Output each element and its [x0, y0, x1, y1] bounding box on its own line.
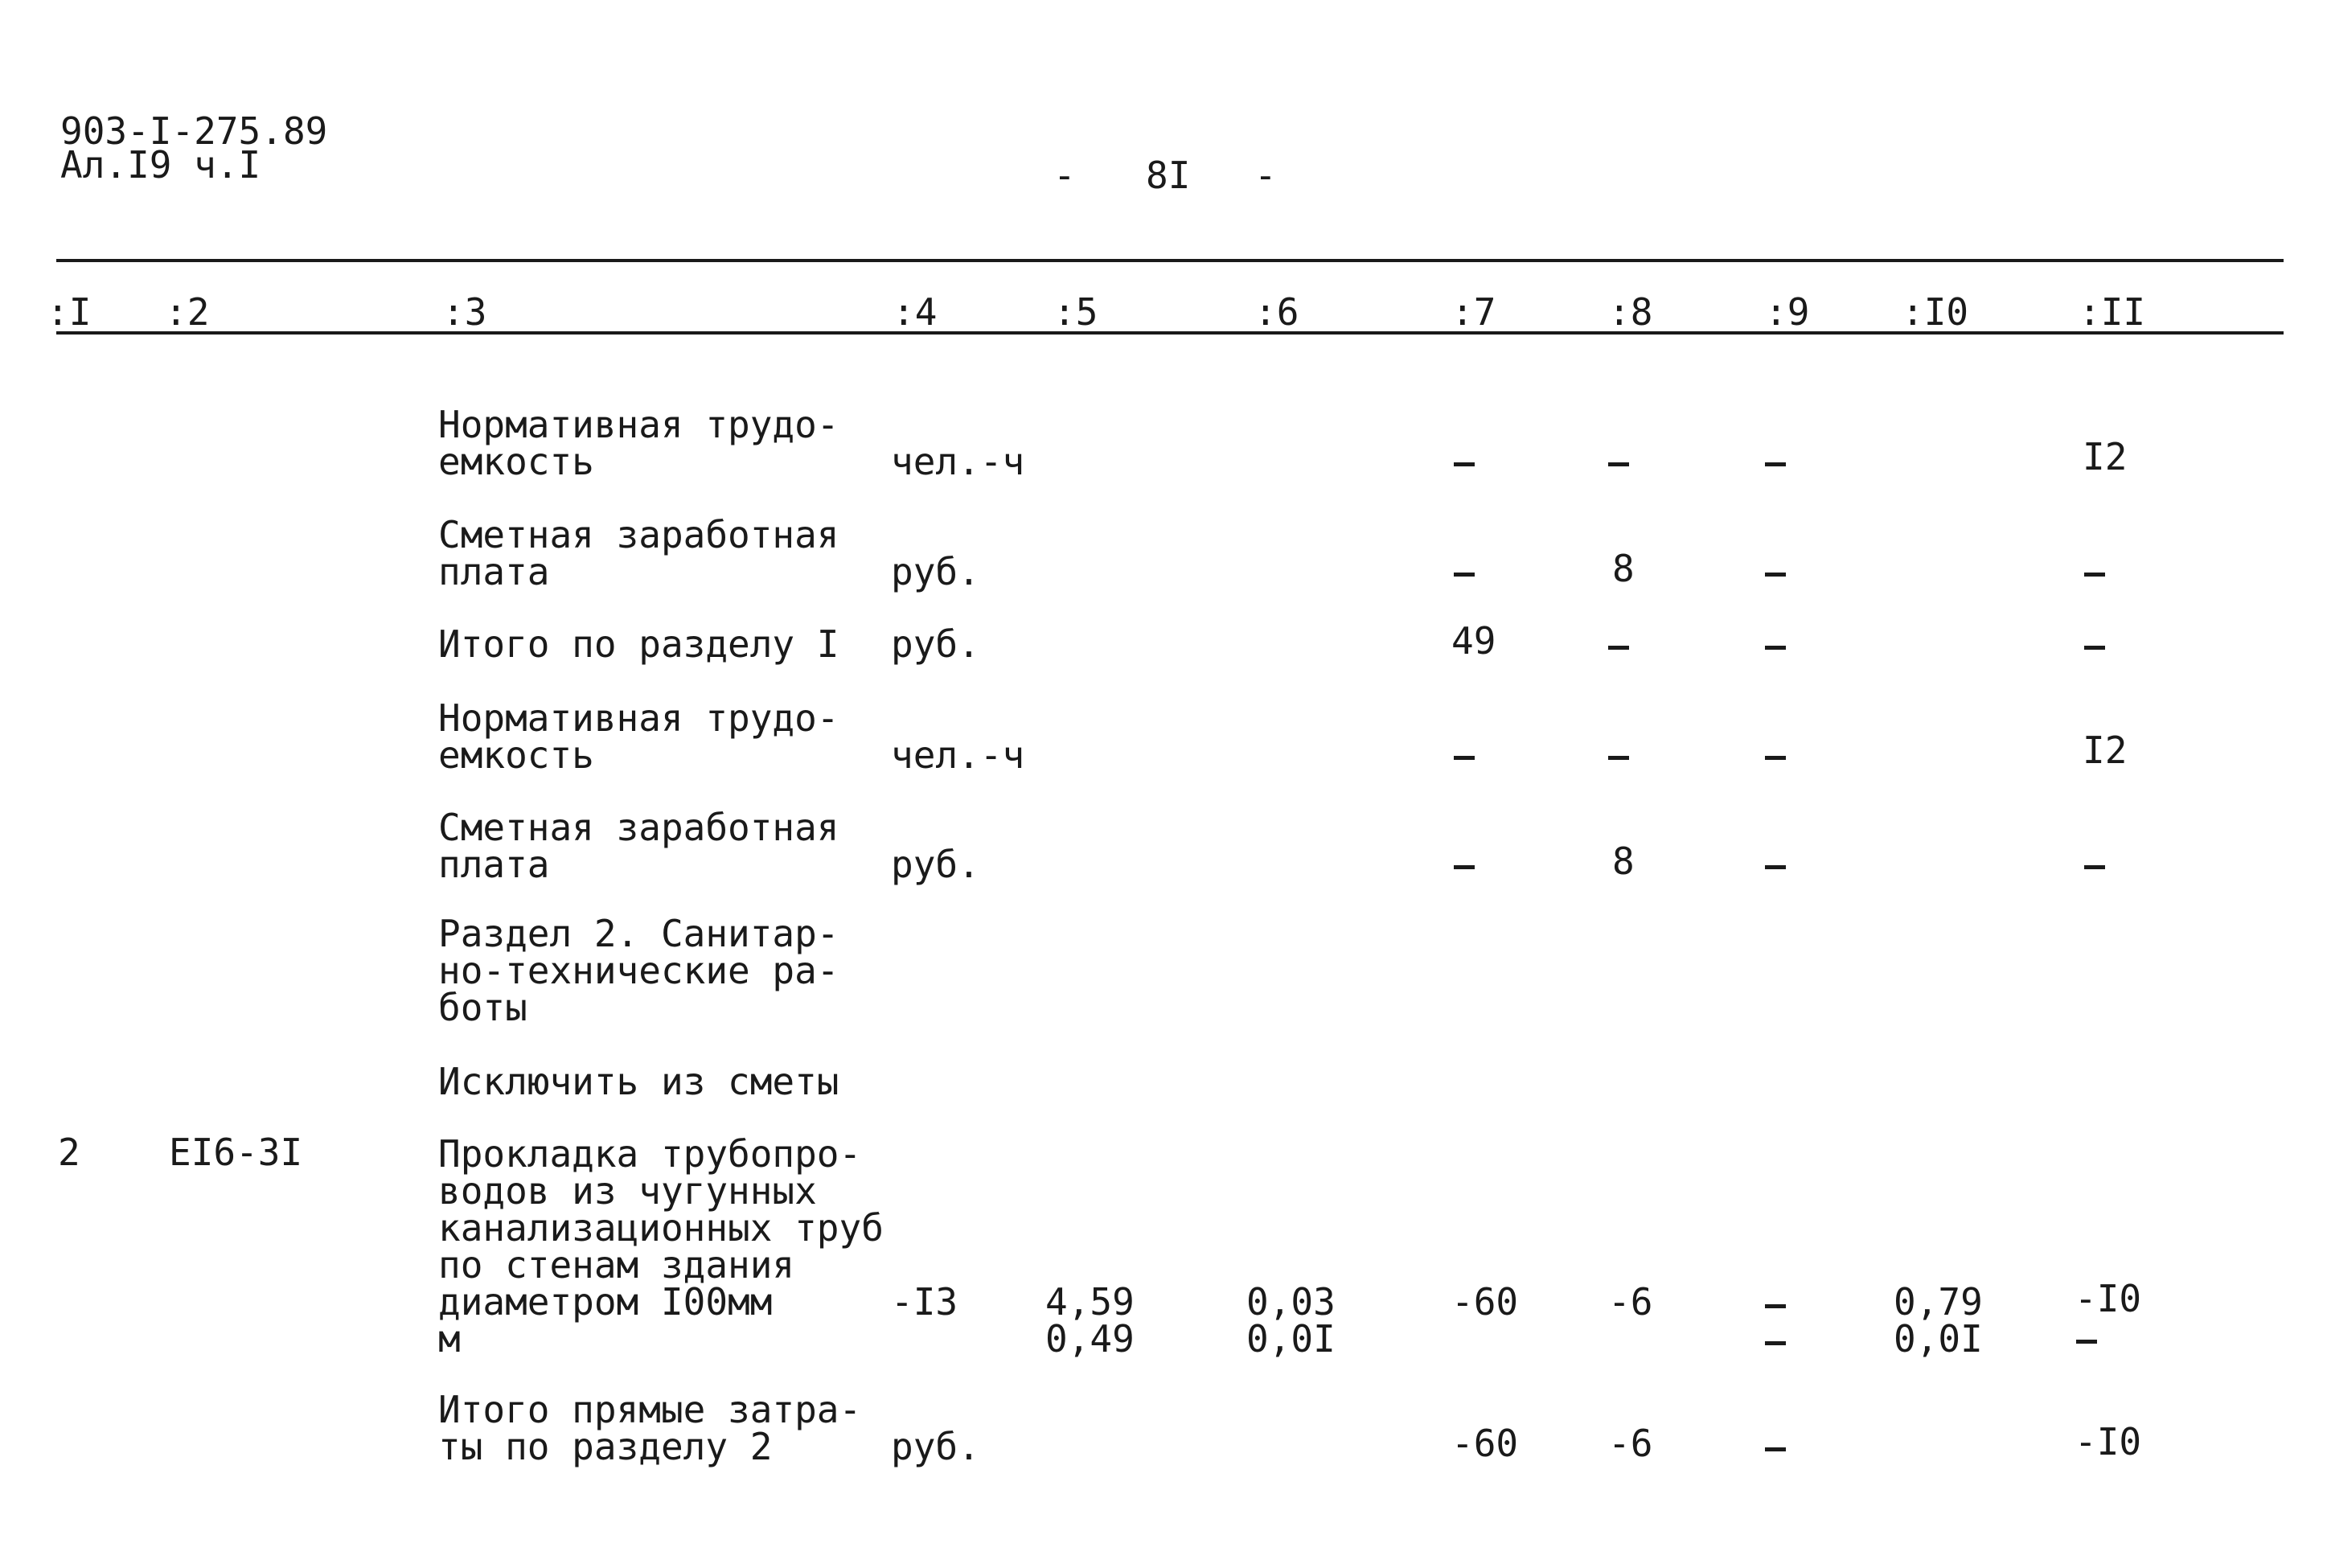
page-marker-right: - [1254, 154, 1277, 197]
empty-dash [2076, 1340, 2097, 1344]
column-header-2: :2 [165, 290, 210, 334]
row-value-col8: -6 [1608, 1280, 1653, 1324]
row-value-col5: 4,59 0,49 [1045, 1280, 1135, 1361]
row-value-col6: 0,03 0,0I [1246, 1280, 1336, 1361]
document-code: 903-I-275.89 [60, 109, 328, 153]
row-description: Нормативная трудо- емкость [438, 403, 839, 483]
empty-dash [1608, 462, 1629, 466]
empty-dash [2084, 573, 2105, 577]
column-header-4: :4 [893, 290, 938, 334]
row-description: Итого по разделу I [438, 622, 839, 666]
section-heading: Раздел 2. Санитар- но-технические ра- боты [438, 912, 839, 1029]
page-marker-left: - [1053, 154, 1076, 197]
empty-dash [1454, 573, 1475, 577]
column-header-1: :I [47, 290, 92, 334]
column-header-10: :I0 [1902, 290, 1969, 334]
row-unit: руб. [891, 550, 980, 593]
row-description: Сметная заработная плата [438, 806, 839, 886]
empty-dash [1765, 1341, 1786, 1345]
row-value-col4: -I3 [891, 1280, 958, 1324]
row-value-col10: 0,79 0,0I [1894, 1280, 1983, 1361]
row-value-col11: -I0 [2075, 1420, 2142, 1463]
sheet-reference: Ал.I9 ч.I [60, 143, 261, 187]
row-description: Итого прямые затра- ты по разделу 2 [438, 1388, 862, 1468]
empty-dash [1765, 1447, 1786, 1451]
row-code: EI6-3I [169, 1131, 303, 1174]
row-value-col11: I2 [2083, 729, 2128, 772]
empty-dash [1765, 865, 1786, 869]
empty-dash [1765, 646, 1786, 650]
row-value-col7: 49 [1451, 619, 1496, 663]
row-number: 2 [58, 1131, 80, 1174]
row-value-col8: 8 [1612, 547, 1635, 590]
empty-dash [1765, 573, 1786, 577]
column-header-9: :9 [1765, 290, 1810, 334]
column-header-11: :II [2079, 290, 2146, 334]
row-unit: чел.-ч [891, 733, 1025, 777]
header-top-rule [56, 259, 2284, 262]
row-description: Прокладка трубопро- водов из чугунных канализационных труб по стенам здания диаметром I00мм м [438, 1132, 884, 1361]
row-description: Сметная заработная плата [438, 513, 839, 593]
empty-dash [1608, 646, 1629, 650]
column-header-7: :7 [1451, 290, 1496, 334]
row-value-col8: 8 [1612, 839, 1635, 883]
column-header-5: :5 [1053, 290, 1098, 334]
empty-dash [1765, 462, 1786, 466]
row-value-col7: -60 [1451, 1422, 1519, 1465]
empty-dash [2084, 865, 2105, 869]
empty-dash [1454, 865, 1475, 869]
row-description: Исключить из сметы [438, 1060, 839, 1103]
row-unit: чел.-ч [891, 440, 1025, 483]
row-unit: руб. [891, 1425, 980, 1468]
empty-dash [1454, 756, 1475, 760]
empty-dash [2084, 646, 2105, 650]
empty-dash [1765, 1304, 1786, 1308]
row-unit: руб. [891, 622, 980, 666]
empty-dash [1608, 756, 1629, 760]
column-header-8: :8 [1608, 290, 1653, 334]
empty-dash [1454, 462, 1475, 466]
row-value-col7: -60 [1451, 1280, 1519, 1324]
column-header-3: :3 [442, 290, 487, 334]
row-value-col11: I2 [2083, 435, 2128, 478]
empty-dash [1765, 756, 1786, 760]
row-description: Нормативная трудо- емкость [438, 696, 839, 777]
row-unit: руб. [891, 843, 980, 886]
row-value-col11: -I0 [2075, 1277, 2142, 1320]
row-value-col8: -6 [1608, 1422, 1653, 1465]
column-header-6: :6 [1254, 290, 1299, 334]
page-number: 8I [1146, 154, 1191, 197]
